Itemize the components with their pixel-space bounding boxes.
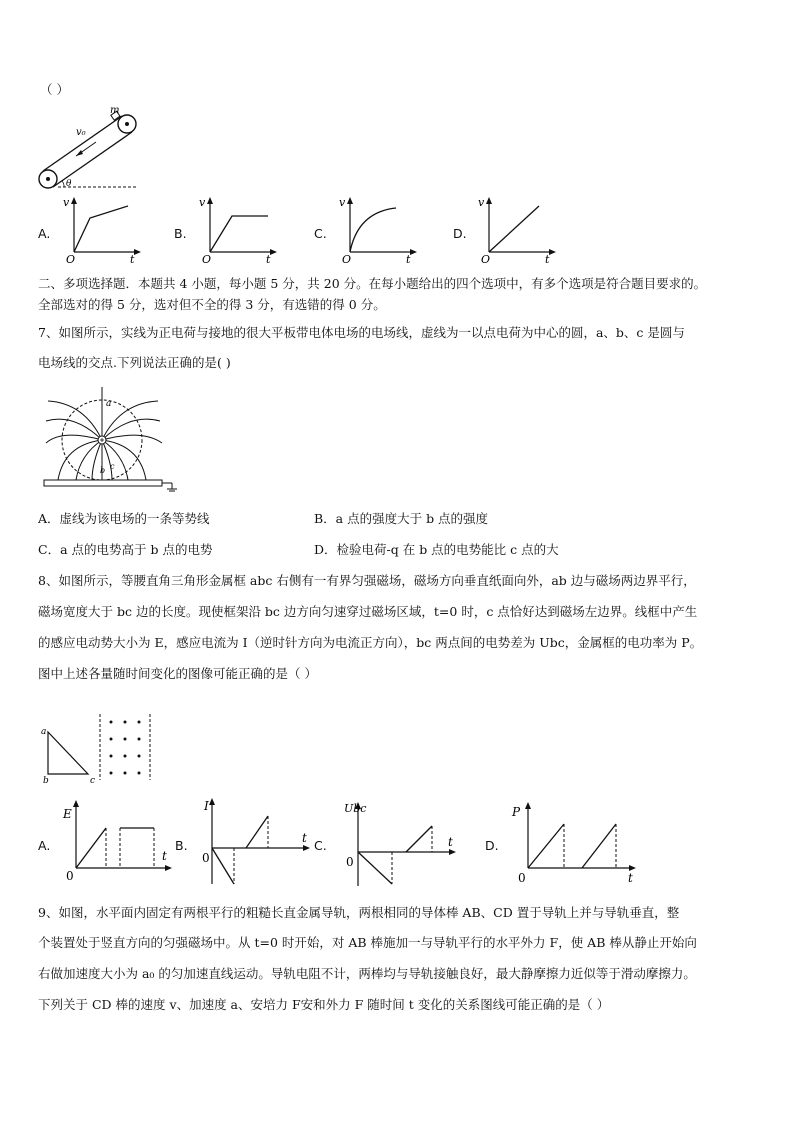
v0-label: v₀: [76, 127, 86, 138]
q7-option-c[interactable]: C．a 点的电势高于 b 点的电势: [38, 542, 213, 557]
svg-text:c: c: [90, 776, 96, 784]
mass-label: m: [110, 105, 120, 116]
svg-text:O: O: [481, 253, 491, 264]
svg-text:c: c: [110, 462, 115, 471]
q8-stem-line4: 图中上述各量随时间变化的图像可能正确的是（ ）: [38, 666, 317, 681]
q8-option-c-label[interactable]: C.: [314, 838, 327, 853]
svg-text:I: I: [204, 799, 209, 813]
q7-option-b[interactable]: B．a 点的强度大于 b 点的强度: [314, 511, 489, 526]
svg-text:0: 0: [202, 851, 210, 865]
svg-text:O: O: [66, 253, 76, 264]
q6-graph-a: [62, 194, 142, 264]
q6-answer-paren: （ ）: [40, 82, 69, 97]
q8-graph-c: [338, 796, 462, 890]
svg-text:v: v: [63, 196, 70, 209]
q8-stem-line3: 的感应电动势大小为 E，感应电流为 I（逆时针方向为电流正方向），bc 两点间的电势差为 Ubc，金属框的电功率为 P。: [38, 635, 703, 650]
q6-graph-d: [477, 194, 557, 264]
q6-option-a-label[interactable]: A.: [38, 226, 51, 241]
electric-field-figure: [40, 385, 180, 497]
svg-text:t: t: [130, 253, 135, 264]
q9-stem-line3: 右做加速度大小为 a₀ 的匀加速直线运动。导轨电阻不计，两棒均与导轨接触良好，最大静摩擦力近似等于滑动摩擦力。: [38, 966, 696, 981]
q7-stem-line1: 7、如图所示，实线为正电荷与接地的很大平板带电体电场的电场线，虚线为一以点电荷为中心的圆，a、b、c 是圆与: [38, 325, 685, 340]
svg-text:t: t: [302, 831, 307, 845]
q7-option-d[interactable]: D．检验电荷-q 在 b 点的电势能比 c 点的大: [314, 542, 559, 557]
svg-text:0: 0: [346, 855, 354, 869]
theta-label: θ: [66, 179, 72, 189]
svg-text:v: v: [199, 196, 206, 209]
svg-text:t: t: [448, 835, 453, 849]
q7-stem-line2: 电场线的交点.下列说法正确的是( ): [38, 355, 231, 370]
svg-text:a: a: [106, 399, 112, 409]
q9-stem-line1: 9、如图，水平面内固定有两根平行的粗糙长直金属导轨，两根相同的导体棒 AB、CD 置于导轨上并与导轨垂直，整: [38, 905, 680, 920]
q8-graph-b: [198, 796, 314, 888]
q6-option-d-label[interactable]: D.: [453, 226, 467, 241]
q6-option-c-label[interactable]: C.: [314, 226, 327, 241]
q8-option-b-label[interactable]: B.: [175, 838, 188, 853]
q8-stem-line1: 8、如图所示，等腰直角三角形金属框 abc 右侧有一有界匀强磁场，磁场方向垂直纸面向外，ab 边与磁场两边界平行，: [38, 573, 696, 588]
svg-text:0: 0: [66, 869, 74, 883]
svg-text:t: t: [545, 253, 550, 264]
q8-graph-d: [508, 798, 642, 884]
q7-option-a[interactable]: A．虚线为该电场的一条等势线: [38, 511, 210, 526]
q8-graph-a: [62, 798, 174, 886]
q9-stem-line4: 下列关于 CD 棒的速度 v、加速度 a、安培力 F安和外力 F 随时间 t 变化的关系图线可能正确的是（ ）: [38, 997, 610, 1012]
q6-graph-c: [338, 194, 418, 264]
q6-option-b-label[interactable]: B.: [174, 226, 187, 241]
svg-text:E: E: [63, 807, 72, 821]
svg-text:t: t: [162, 849, 167, 863]
svg-text:v: v: [478, 196, 485, 209]
section2-instructions-line1: 二、多项选择题．本题共 4 小题，每小题 5 分，共 20 分。在每小题给出的四个选项中，有多个选项是符合题目要求的。: [38, 276, 707, 291]
svg-text:v: v: [339, 196, 346, 209]
svg-text:t: t: [628, 871, 633, 884]
section2-instructions-line2: 全部选对的得 5 分，选对但不全的得 3 分，有选错的得 0 分。: [38, 297, 386, 312]
q8-option-d-label[interactable]: D.: [485, 838, 499, 853]
svg-text:b: b: [100, 466, 106, 475]
conveyor-belt-figure: [34, 104, 140, 190]
svg-text:0: 0: [518, 871, 526, 884]
svg-text:P: P: [512, 805, 521, 819]
svg-text:O: O: [342, 253, 352, 264]
svg-text:t: t: [406, 253, 411, 264]
q9-stem-line2: 个装置处于竖直方向的匀强磁场中。从 t=0 时开始，对 AB 棒施加一与导轨平行的水平外力 F，使 AB 棒从静止开始向: [38, 935, 697, 950]
svg-text:a: a: [41, 727, 47, 737]
svg-text:O: O: [202, 253, 212, 264]
q8-option-a-label[interactable]: A.: [38, 838, 51, 853]
triangle-frame-magnetic-field-figure: [38, 712, 158, 784]
svg-text:b: b: [43, 776, 49, 784]
svg-text:t: t: [266, 253, 271, 264]
svg-text:Ubc: Ubc: [344, 802, 367, 815]
q6-graph-b: [198, 194, 278, 264]
q8-stem-line2: 磁场宽度大于 bc 边的长度。现使框架沿 bc 边方向匀速穿过磁场区域，t=0 时，c 点恰好达到磁场左边界。线框中产生: [38, 604, 698, 619]
